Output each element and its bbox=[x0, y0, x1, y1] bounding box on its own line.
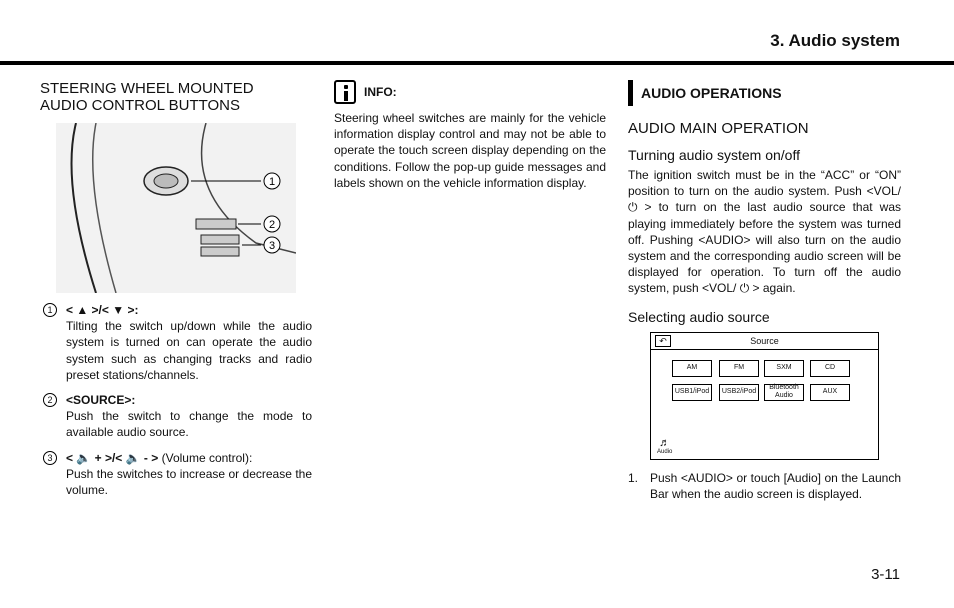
callout-1: 1 bbox=[268, 176, 276, 188]
item-3-desc: Push the switches to increase or decrease the volume. bbox=[66, 466, 312, 498]
info-header bbox=[334, 80, 606, 104]
source-sxm-button[interactable]: SXM bbox=[764, 360, 804, 377]
item-2-number: 2 bbox=[43, 393, 57, 407]
launch-bar-audio-label: Audio bbox=[657, 448, 673, 455]
source-screen bbox=[650, 332, 879, 460]
source-usb2-button[interactable]: USB2/iPod bbox=[719, 384, 759, 401]
item-1 bbox=[40, 302, 312, 318]
right-column bbox=[628, 80, 901, 502]
source-bluetooth-button[interactable]: Bluetooth Audio bbox=[764, 384, 804, 401]
section-title: 3. Audio system bbox=[770, 31, 900, 50]
steering-wheel-figure bbox=[56, 123, 296, 293]
step-1-text: Push <AUDIO> or touch [Audio] on the Launch Bar when the audio screen is displayed. bbox=[650, 470, 901, 501]
steering-heading bbox=[40, 80, 312, 114]
steering-heading-line2: AUDIO CONTROL BUTTONS bbox=[40, 97, 241, 114]
info-label: INFO: bbox=[364, 85, 397, 99]
audio-main-operation-heading: AUDIO MAIN OPERATION bbox=[628, 120, 809, 137]
middle-column bbox=[334, 80, 606, 191]
item-2 bbox=[40, 392, 312, 408]
audio-operations-heading bbox=[628, 80, 901, 106]
left-column bbox=[40, 80, 312, 498]
source-cd-button[interactable]: CD bbox=[810, 360, 850, 377]
item-1-label: < ▲ >/< ▼ >: bbox=[66, 303, 139, 317]
item-3-label: < 🔈 + >/< 🔈 - > bbox=[66, 450, 159, 465]
section-bar bbox=[628, 80, 633, 106]
steering-heading-line1: STEERING WHEEL MOUNTED bbox=[40, 80, 254, 97]
back-icon[interactable]: ↶ bbox=[655, 335, 671, 347]
audio-operations-title: AUDIO OPERATIONS bbox=[641, 85, 782, 101]
selecting-source-heading: Selecting audio source bbox=[628, 308, 770, 325]
callout-3: 3 bbox=[268, 240, 276, 252]
step-1 bbox=[628, 470, 901, 502]
callout-2: 2 bbox=[268, 219, 276, 231]
screen-top-bar bbox=[651, 333, 878, 350]
item-3-label-suffix: (Volume control): bbox=[158, 450, 253, 465]
source-aux-button[interactable]: AUX bbox=[810, 384, 850, 401]
item-3 bbox=[40, 450, 312, 466]
info-text: Steering wheel switches are mainly for the vehicle information display control and may not be able to operate the touch screen display depending on the conditions. Follow the pop-up guide messages and labels shown on the vehicle information display. bbox=[334, 111, 606, 190]
item-2-label: <SOURCE>: bbox=[66, 393, 136, 408]
music-note-icon: ♬ bbox=[659, 436, 671, 449]
item-2-desc: Push the switch to change the mode to available audio source. bbox=[66, 409, 312, 440]
source-usb1-button[interactable]: USB1/iPod bbox=[672, 384, 712, 401]
turning-on-off-text: The ignition switch must be in the “ACC” or “ON” position to turn on the audio system. Push <VOL/ ⏻ > to turn on the last audio source that was playing immediately before the system was turned off. Pushing <AUDIO> will also turn on the audio system and the corresponding audio screen will be displayed for operation. To turn off the audio system, push <VOL/ ⏻ > again. bbox=[628, 168, 901, 296]
info-icon bbox=[334, 80, 356, 104]
source-am-button[interactable]: AM bbox=[672, 360, 712, 377]
launch-bar-audio[interactable] bbox=[657, 438, 672, 455]
source-fm-button[interactable]: FM bbox=[719, 360, 759, 377]
header-rule bbox=[0, 61, 954, 65]
item-1-number: 1 bbox=[43, 303, 57, 317]
page-number: 3-11 bbox=[871, 566, 900, 583]
step-1-number: 1. bbox=[628, 470, 639, 485]
turning-on-off-heading: Turning audio system on/off bbox=[628, 147, 800, 163]
item-3-number: 3 bbox=[43, 451, 57, 465]
screen-title: Source bbox=[750, 335, 779, 346]
item-1-desc: Tilting the switch up/down while the audio system is turned on can operate the audio system such as changing tracks and radio preset stations/channels. bbox=[66, 319, 312, 382]
